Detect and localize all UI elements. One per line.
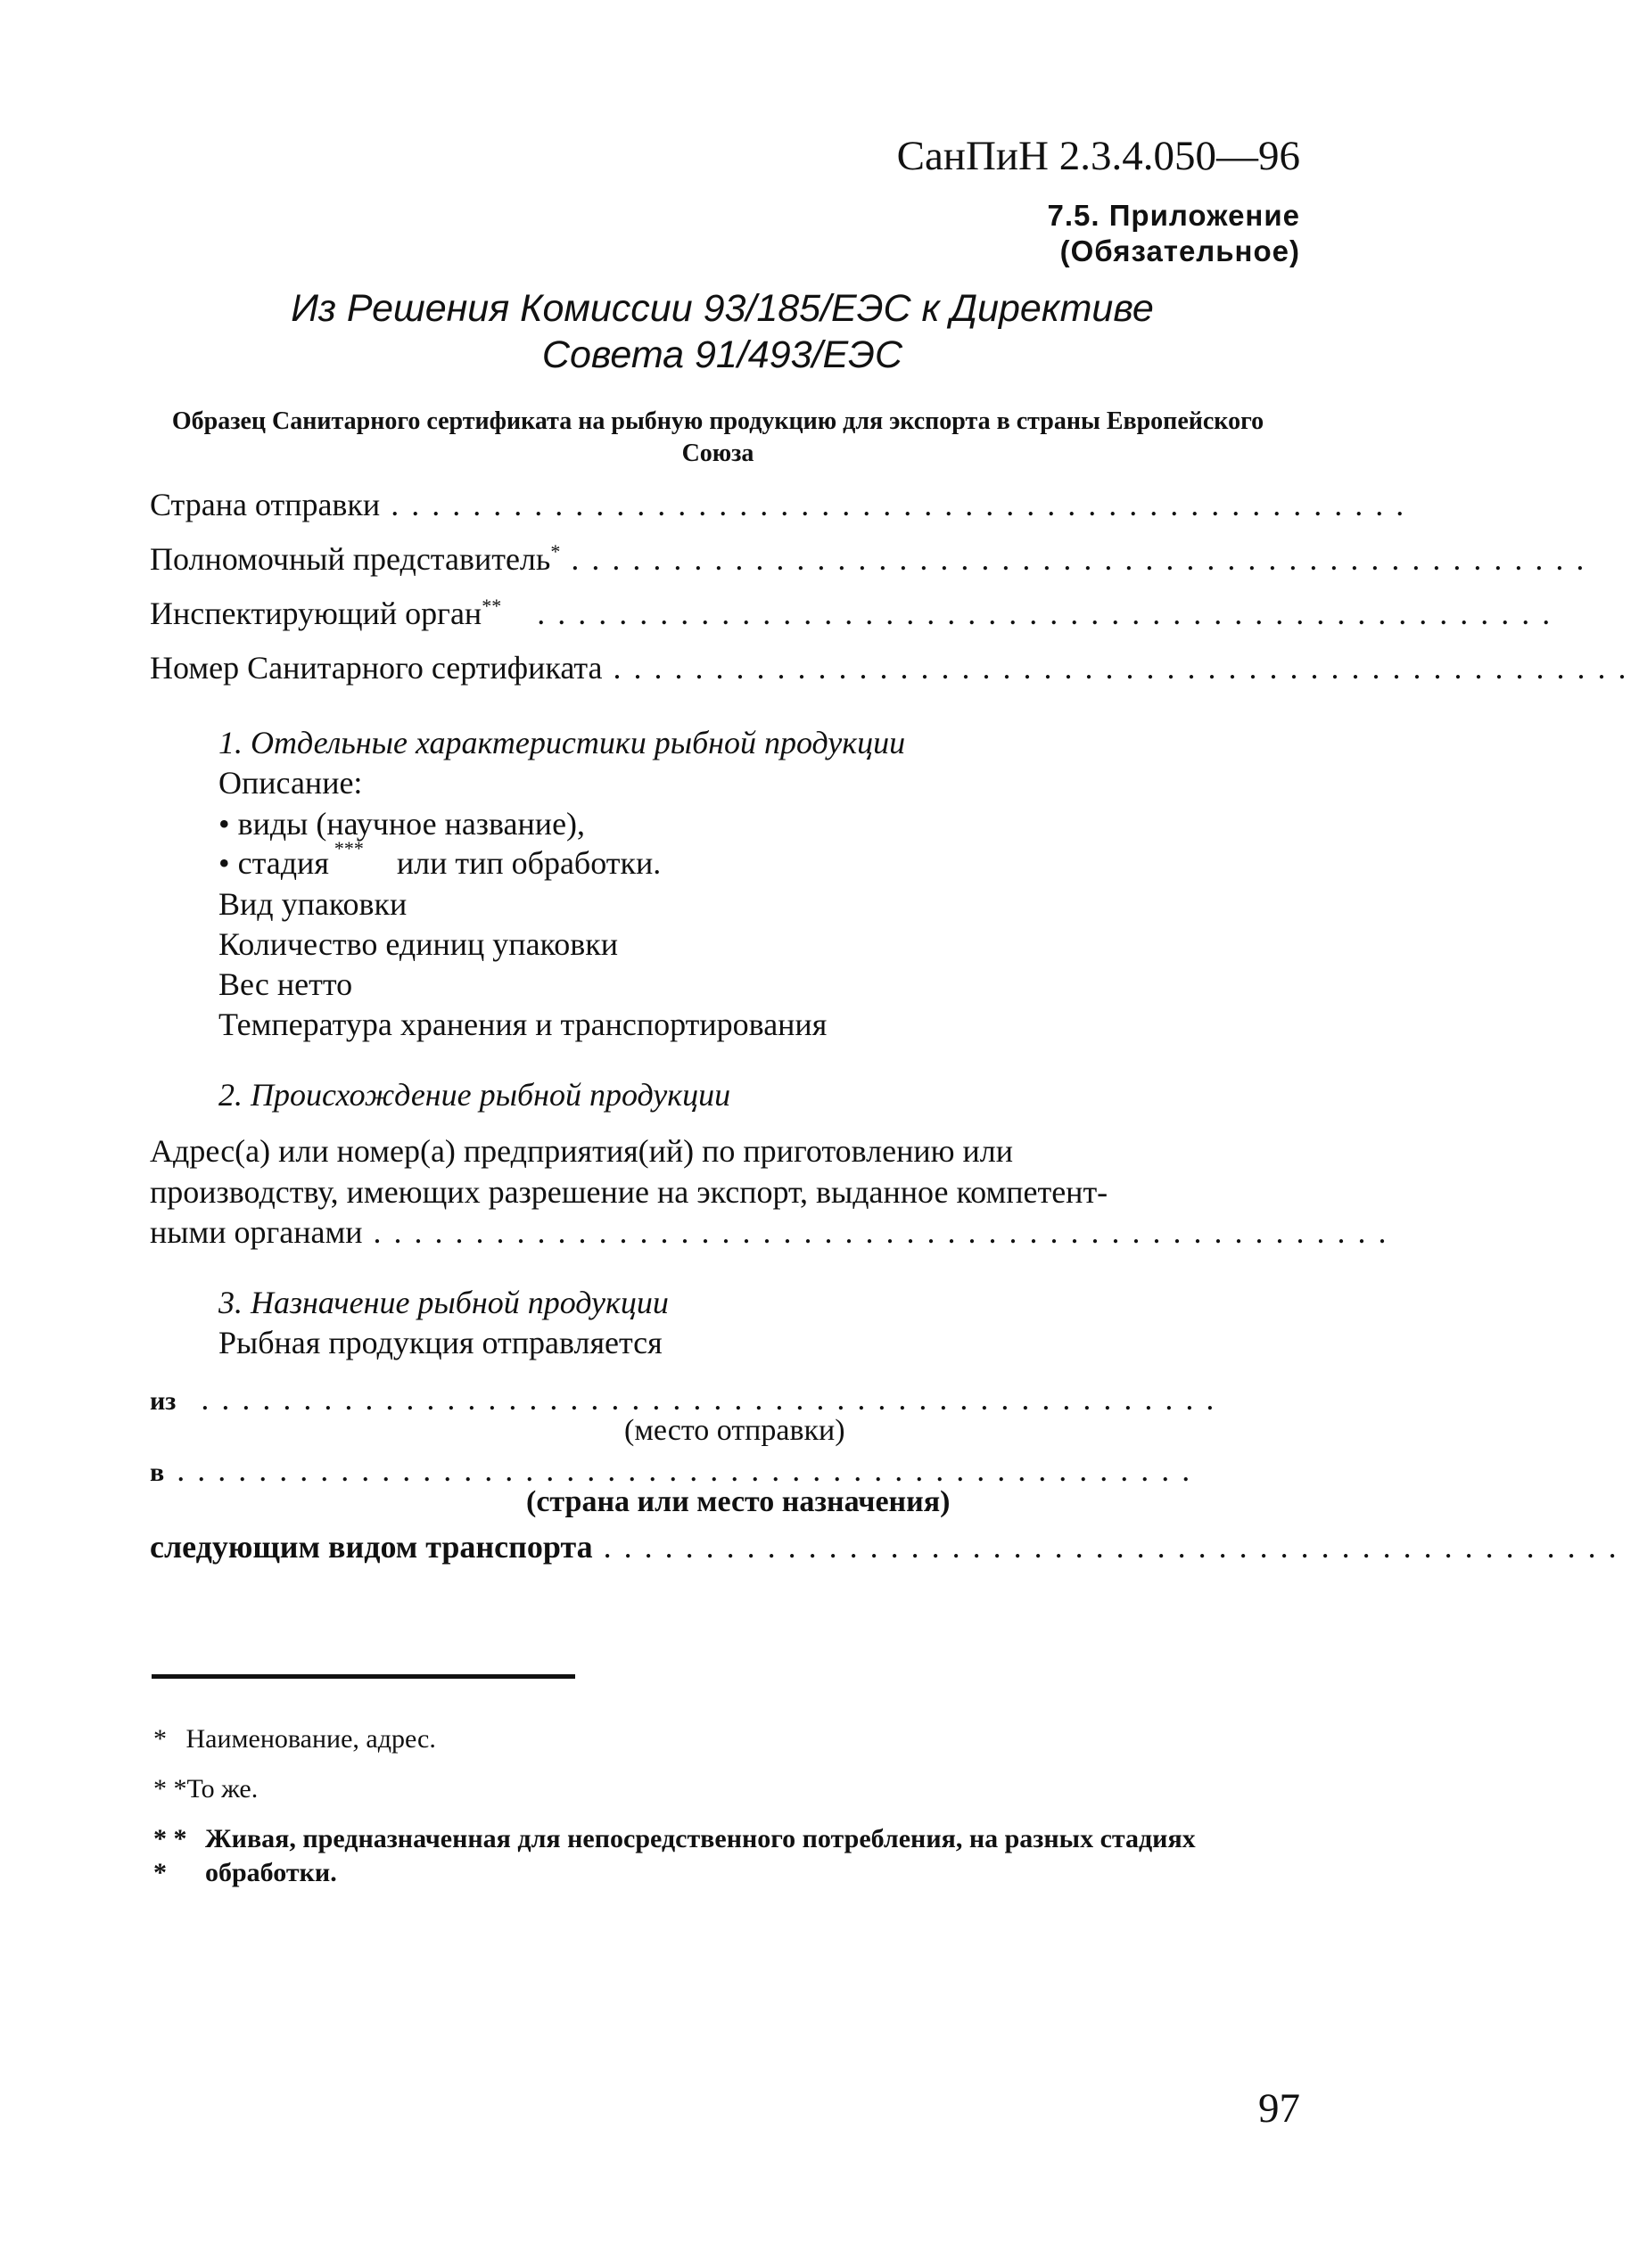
field-authorities [150, 1213, 1399, 1251]
item-package-count: Количество единиц упаковки [218, 926, 618, 962]
item-temperature: Температура хранения и транспортирования [218, 1007, 828, 1042]
document-code: СанПиН 2.3.4.050—96 [896, 133, 1300, 179]
footnote-text: Живая, предназначенная для непосредственного потребления, на разных стадиях обработки. [205, 1824, 1196, 1887]
footnote-mark: * * [153, 1774, 187, 1804]
footnote-1 [153, 1722, 1250, 1756]
item-net-weight: Вес нетто [218, 966, 353, 1002]
bullet-species: • виды (научное название), [218, 806, 586, 842]
to-caption: (страна или место назначения) [526, 1485, 951, 1518]
bullet-stage: • стадия *** или тип обработки. [218, 837, 662, 881]
field-from [150, 1380, 1260, 1418]
field-label: Полномочный представитель* [150, 540, 561, 577]
dot-leader: .................................................. [537, 596, 1563, 631]
section1-title: 1. Отдельные характеристики рыбной продукции [218, 725, 906, 760]
footnote-mark: ** [482, 595, 502, 617]
dot-leader: .................................................. [177, 1452, 1203, 1488]
dot-leader: .................................................. [603, 1529, 1629, 1565]
section3-title: 3. Назначение рыбной продукции [218, 1285, 669, 1320]
footnote-mark: *** [334, 837, 364, 859]
field-label: Инспектирующий орган** [150, 595, 502, 631]
footnote-divider [152, 1674, 575, 1679]
description-label: Описание: [218, 765, 363, 801]
item-package-type: Вид упаковки [218, 886, 408, 922]
footnote-2 [153, 1772, 1250, 1806]
field-country [150, 486, 1417, 523]
field-transport [150, 1528, 1629, 1565]
field-label: Номер Санитарного сертификата [150, 650, 603, 686]
field-representative [150, 540, 1597, 578]
dot-leader: .................................................. [373, 1214, 1399, 1250]
sample-title: Образец Санитарного сертификата на рыбную продукцию для экспорта в страны Европейского Союза [171, 407, 1264, 467]
footnote-mark: * [153, 1724, 167, 1754]
section-number: 7.5. Приложение [1047, 199, 1300, 232]
page-number: 97 [1258, 2085, 1300, 2132]
section2-text-line1: Адрес(а) или номер(а) предприятия(ий) по приготовлению или [150, 1133, 1013, 1169]
dot-leader: .................................................. [391, 487, 1417, 522]
footnote-mark: * * * [153, 1824, 187, 1887]
field-label: в [150, 1458, 165, 1487]
field-label: из [150, 1386, 177, 1416]
footnote-text: То же. [186, 1774, 259, 1804]
field-to [150, 1451, 1260, 1489]
decision-title-line1: Из Решения Комиссии 93/185/ЕЭС к Директиве [291, 287, 1154, 330]
footnote-3 [153, 1822, 1250, 1890]
from-caption: (место отправки) [624, 1414, 845, 1447]
decision-title-line2: Совета 91/493/ЕЭС [541, 333, 903, 376]
field-label: Страна отправки [150, 487, 381, 522]
section2-text-line2: производству, имеющих разрешение на экспорт, выданное компетент- [150, 1174, 1108, 1210]
field-certificate-number [150, 649, 1639, 686]
appendix-label [1047, 198, 1300, 269]
section-type: (Обязательное) [1059, 234, 1300, 267]
dot-leader: .................................................. [201, 1381, 1227, 1417]
field-label: следующим видом транспорта [150, 1529, 593, 1565]
section2-title: 2. Происхождение рыбной продукции [218, 1077, 731, 1113]
footnote-mark: * [550, 540, 561, 563]
field-label: ными органами [150, 1214, 363, 1250]
footnote-text: Наименование, адрес. [185, 1724, 436, 1754]
decision-title [0, 285, 1445, 378]
section3-intro: Рыбная продукция отправляется [218, 1325, 663, 1360]
dot-leader: .................................................. [571, 541, 1597, 577]
field-inspecting-body [150, 595, 1563, 632]
dot-leader: .................................................. [613, 650, 1639, 686]
